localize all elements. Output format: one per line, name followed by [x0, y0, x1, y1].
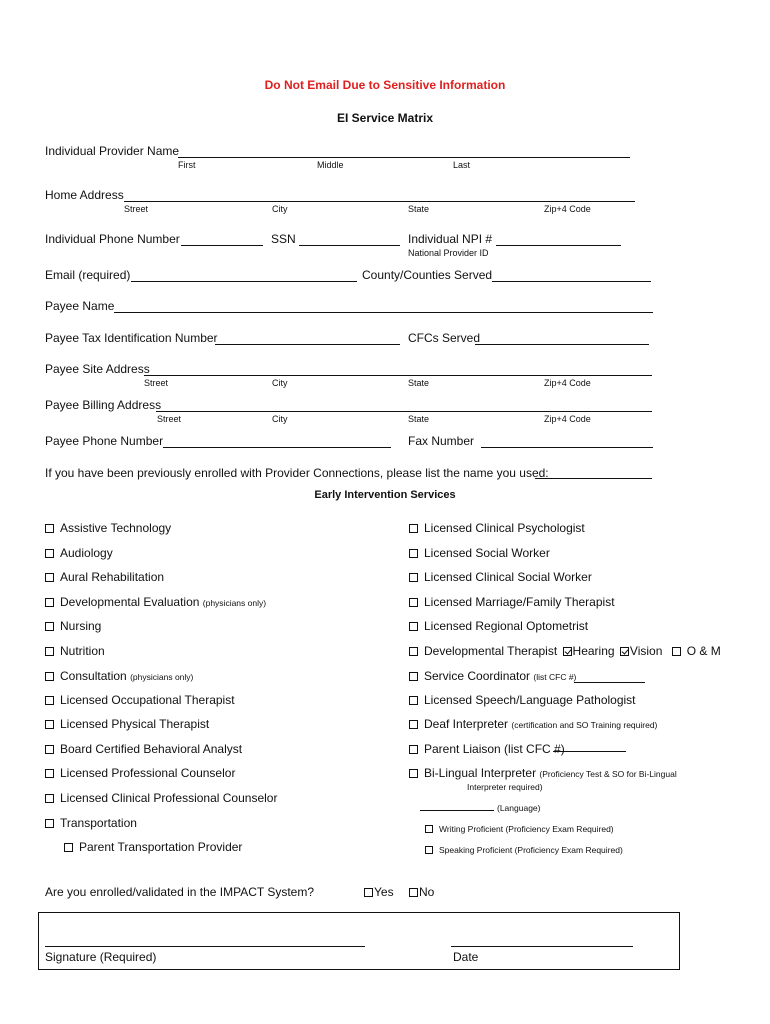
- checkbox-icon[interactable]: [45, 696, 54, 705]
- phone-field[interactable]: [181, 245, 263, 246]
- zip-caption: Zip+4 Code: [544, 204, 591, 214]
- checkbox-icon[interactable]: [409, 622, 418, 631]
- service-transportation[interactable]: Transportation: [45, 816, 137, 830]
- checkbox-icon[interactable]: [45, 598, 54, 607]
- phone-label: Individual Phone Number: [45, 232, 180, 246]
- site-zip-caption: Zip+4 Code: [544, 378, 591, 388]
- ssn-field[interactable]: [299, 245, 400, 246]
- service-speech-pathologist[interactable]: Licensed Speech/Language Pathologist: [409, 693, 636, 707]
- service-consultation[interactable]: Consultation (physicians only): [45, 669, 193, 683]
- checkbox-icon[interactable]: [45, 647, 54, 656]
- service-social-worker[interactable]: Licensed Social Worker: [409, 546, 550, 560]
- previous-enrollment-label: If you have been previously enrolled with Provider Connections, please list the name you used:: [45, 466, 549, 480]
- email-label: Email (required): [45, 268, 131, 282]
- checkbox-icon[interactable]: [364, 888, 373, 897]
- service-deaf-interpreter[interactable]: Deaf Interpreter (certification and SO Training required): [409, 717, 657, 731]
- email-field[interactable]: [131, 281, 357, 282]
- service-service-coordinator[interactable]: Service Coordinator (list CFC #): [409, 669, 576, 683]
- city-caption: City: [272, 204, 288, 214]
- impact-yes[interactable]: Yes: [364, 885, 394, 899]
- payee-tax-label: Payee Tax Identification Number: [45, 331, 218, 345]
- middle-caption: Middle: [317, 160, 344, 170]
- checkbox-icon[interactable]: [45, 524, 54, 533]
- checkbox-icon[interactable]: [409, 524, 418, 533]
- provider-name-label: Individual Provider Name: [45, 144, 180, 158]
- billing-street-caption: Street: [157, 414, 182, 424]
- service-developmental-therapist[interactable]: Developmental Therapist Hearing Vision O & M: [409, 644, 721, 658]
- vision-checkbox-icon[interactable]: [620, 647, 629, 656]
- provider-name-field[interactable]: [178, 157, 630, 158]
- form-title: EI Service Matrix: [336, 111, 434, 125]
- checkbox-icon[interactable]: [409, 696, 418, 705]
- last-caption: Last: [453, 160, 471, 170]
- service-clinical-professional-counselor[interactable]: Licensed Clinical Professional Counselor: [45, 791, 277, 805]
- billing-city-caption: City: [272, 414, 288, 424]
- counties-label: County/Counties Served: [362, 268, 493, 282]
- sensitive-warning: Do Not Email Due to Sensitive Information: [264, 78, 506, 92]
- checkbox-icon[interactable]: [409, 549, 418, 558]
- payee-billing-field[interactable]: [156, 411, 652, 412]
- service-clinical-social-worker[interactable]: Licensed Clinical Social Worker: [409, 570, 592, 584]
- service-coordinator-cfc-field[interactable]: [574, 682, 645, 683]
- hearing-checkbox-icon[interactable]: [563, 647, 572, 656]
- parent-liaison-cfc-field[interactable]: [553, 751, 626, 752]
- service-bilingual-interpreter[interactable]: Bi-Lingual Interpreter (Proficiency Test & SO for Bi-Lingual: [409, 766, 677, 780]
- checkbox-icon[interactable]: [64, 843, 73, 852]
- fax-field[interactable]: [481, 447, 653, 448]
- service-audiology[interactable]: Audiology: [45, 546, 113, 560]
- payee-billing-label: Payee Billing Address: [45, 398, 162, 412]
- checkbox-icon[interactable]: [45, 794, 54, 803]
- service-aural-rehabilitation[interactable]: Aural Rehabilitation: [45, 570, 164, 584]
- npi-field[interactable]: [496, 245, 621, 246]
- billing-zip-caption: Zip+4 Code: [544, 414, 591, 424]
- first-caption: First: [178, 160, 196, 170]
- checkbox-icon[interactable]: [45, 745, 54, 754]
- service-developmental-evaluation[interactable]: Developmental Evaluation (physicians only): [45, 595, 266, 609]
- checkbox-icon[interactable]: [409, 573, 418, 582]
- checkbox-icon[interactable]: [409, 745, 418, 754]
- bilingual-note-cont: Interpreter required): [467, 782, 543, 792]
- checkbox-icon[interactable]: [45, 573, 54, 582]
- payee-phone-label: Payee Phone Number: [45, 434, 164, 448]
- language-caption: (Language): [497, 803, 541, 813]
- site-street-caption: Street: [144, 378, 169, 388]
- home-address-label: Home Address: [45, 188, 124, 202]
- checkbox-icon[interactable]: [45, 622, 54, 631]
- impact-question: Are you enrolled/validated in the IMPACT System?: [45, 885, 315, 899]
- service-clinical-psychologist[interactable]: Licensed Clinical Psychologist: [409, 521, 585, 535]
- impact-no[interactable]: No: [409, 885, 434, 899]
- service-nursing[interactable]: Nursing: [45, 619, 101, 633]
- service-physical-therapist[interactable]: Licensed Physical Therapist: [45, 717, 209, 731]
- cfcs-label: CFCs Served: [408, 331, 481, 345]
- site-city-caption: City: [272, 378, 288, 388]
- ssn-label: SSN: [271, 232, 296, 246]
- npi-label: Individual NPI #: [408, 232, 493, 246]
- checkbox-icon[interactable]: [409, 720, 418, 729]
- service-regional-optometrist[interactable]: Licensed Regional Optometrist: [409, 619, 588, 633]
- previous-enrollment-field[interactable]: [535, 478, 652, 479]
- payee-site-label: Payee Site Address: [45, 362, 150, 376]
- date-label: Date: [453, 950, 479, 964]
- checkbox-icon[interactable]: [425, 825, 433, 833]
- service-occupational-therapist[interactable]: Licensed Occupational Therapist: [45, 693, 235, 707]
- payee-phone-field[interactable]: [163, 447, 391, 448]
- services-title: Early Intervention Services: [314, 489, 456, 501]
- checkbox-icon[interactable]: [45, 672, 54, 681]
- service-parent-liaison[interactable]: Parent Liaison (list CFC #): [409, 742, 565, 756]
- counties-field[interactable]: [492, 281, 651, 282]
- service-nutrition[interactable]: Nutrition: [45, 644, 105, 658]
- checkbox-icon[interactable]: [409, 769, 418, 778]
- payee-name-field[interactable]: [114, 312, 653, 313]
- cfcs-field[interactable]: [475, 344, 649, 345]
- home-address-field[interactable]: [124, 201, 635, 202]
- checkbox-icon[interactable]: [409, 672, 418, 681]
- service-professional-counselor[interactable]: Licensed Professional Counselor: [45, 766, 235, 780]
- payee-site-field[interactable]: [144, 375, 652, 376]
- street-caption: Street: [124, 204, 149, 214]
- service-behavioral-analyst[interactable]: Board Certified Behavioral Analyst: [45, 742, 242, 756]
- checkbox-icon[interactable]: [45, 549, 54, 558]
- checkbox-icon[interactable]: [45, 819, 54, 828]
- language-field[interactable]: [420, 810, 494, 811]
- service-marriage-family-therapist[interactable]: Licensed Marriage/Family Therapist: [409, 595, 615, 609]
- checkbox-icon[interactable]: [45, 769, 54, 778]
- payee-name-label: Payee Name: [45, 299, 115, 313]
- checkbox-icon[interactable]: [45, 720, 54, 729]
- service-parent-transportation[interactable]: Parent Transportation Provider: [64, 840, 242, 854]
- speaking-proficient[interactable]: Speaking Proficient (Proficiency Exam Required): [425, 845, 623, 855]
- checkbox-icon[interactable]: [409, 647, 418, 656]
- signature-label: Signature (Required): [45, 950, 157, 964]
- om-checkbox-icon[interactable]: [672, 647, 681, 656]
- site-state-caption: State: [408, 378, 430, 388]
- checkbox-icon[interactable]: [409, 598, 418, 607]
- service-assistive-technology[interactable]: Assistive Technology: [45, 521, 171, 535]
- date-field[interactable]: [451, 946, 633, 947]
- fax-label: Fax Number: [408, 434, 475, 448]
- checkbox-icon[interactable]: [409, 888, 418, 897]
- npi-caption: National Provider ID: [408, 248, 489, 258]
- checkbox-icon[interactable]: [425, 846, 433, 854]
- state-caption: State: [408, 204, 430, 214]
- billing-state-caption: State: [408, 414, 430, 424]
- writing-proficient[interactable]: Writing Proficient (Proficiency Exam Required): [425, 824, 614, 834]
- payee-tax-field[interactable]: [215, 344, 400, 345]
- signature-field[interactable]: [45, 946, 365, 947]
